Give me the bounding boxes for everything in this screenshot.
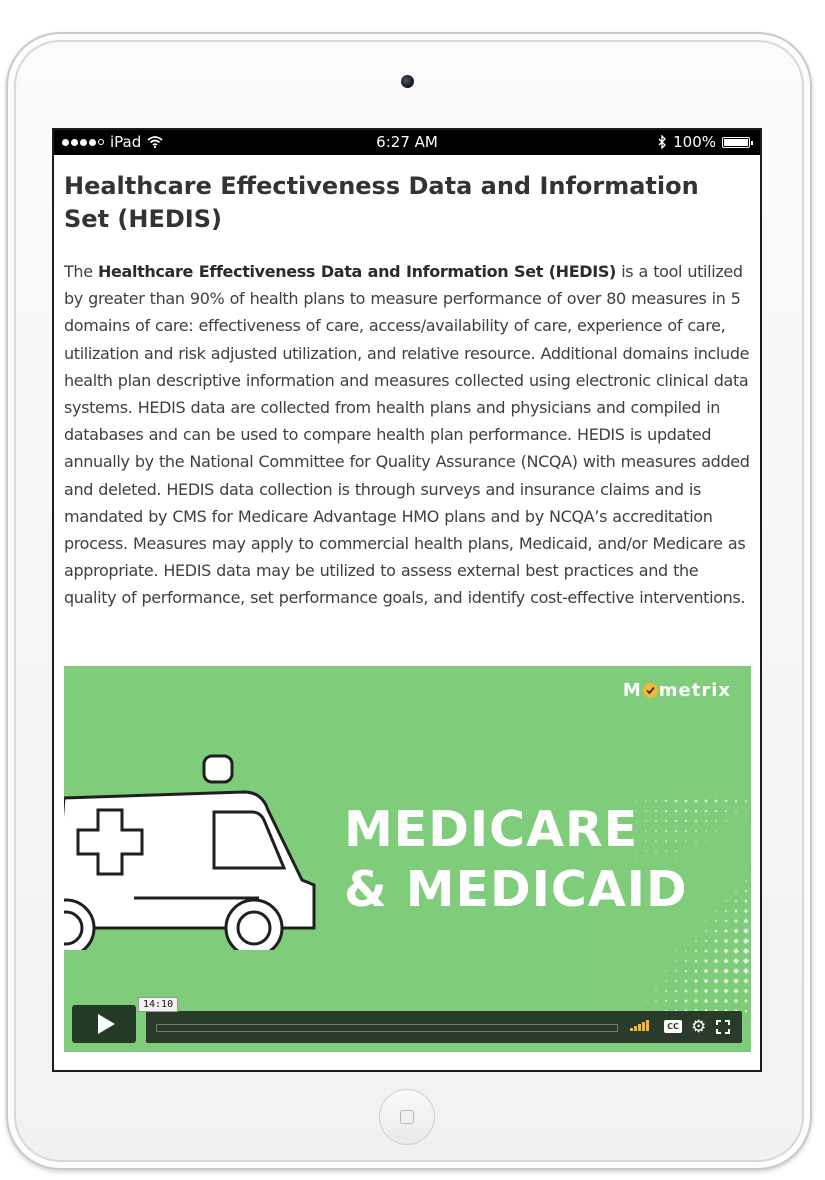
headline-line-2: & MEDICAID <box>344 861 688 918</box>
video-player[interactable] <box>64 666 751 1052</box>
bluetooth-icon <box>658 135 667 149</box>
screen <box>52 128 762 1072</box>
gear-icon[interactable]: ⚙ <box>691 1017 707 1037</box>
video-headline <box>344 800 688 920</box>
play-icon <box>98 1014 115 1034</box>
intro-rest: is a tool utilized by greater than 90% of health plans to measure performance of over 80 measures in 5 domains of care: effectiveness of care, access/availability of care, experience of care, utilization and risk adjusted utilization, and relative resource. Additional domains include health plan descriptive information and measures collected using electronic clinical data systems. HEDIS data are collected from health plans and physicians and compiled in databases and can be used to compare health plan performance. HEDIS is updated annually by the National Committee for Quality Assurance (NCQA) with measures added and deleted. HEDIS data collection is through surveys and insurance claims and is mandated by CMS for Medicare Advantage HMO plans and by NCQA’s accreditation process. Measures may apply to commercial health plans, Medicaid, and/or Medicare as appropriate. HEDIS data may be utilized to assess external best practices and the quality of performance, set performance goals, and identify cost-effective interventions. <box>64 262 750 608</box>
status-time: 6:27 AM <box>376 133 438 151</box>
ambulance-illustration <box>64 750 324 950</box>
battery-icon <box>722 137 750 148</box>
control-bar <box>146 1011 742 1043</box>
cc-icon[interactable]: CC <box>664 1020 682 1033</box>
fullscreen-icon[interactable] <box>716 1020 730 1034</box>
intro-bold-term: Healthcare Effectiveness Data and Information Set (HEDIS) <box>97 262 616 281</box>
battery-percent: 100% <box>673 133 716 151</box>
status-bar <box>54 130 760 155</box>
play-button[interactable] <box>72 1005 136 1043</box>
article-body <box>64 258 754 612</box>
volume-icon[interactable] <box>630 1020 649 1031</box>
brand-start: M <box>622 680 642 701</box>
status-right <box>658 133 750 151</box>
headline-line-1: MEDICARE <box>344 801 639 858</box>
brand-end: metrix <box>658 680 731 701</box>
duration-tooltip: 14:10 <box>138 997 178 1012</box>
page-title: Healthcare Effectiveness Data and Information Set (HEDIS) <box>64 172 699 233</box>
intro-prefix: The <box>64 262 98 281</box>
home-button-square <box>400 1110 414 1124</box>
camera <box>401 75 414 88</box>
brand-check-icon <box>643 683 658 698</box>
video-controls <box>72 999 742 1045</box>
home-button[interactable] <box>379 1089 435 1145</box>
mometrix-logo <box>623 680 731 701</box>
progress-bar[interactable] <box>156 1024 618 1032</box>
carrier-label: iPad <box>110 133 142 151</box>
